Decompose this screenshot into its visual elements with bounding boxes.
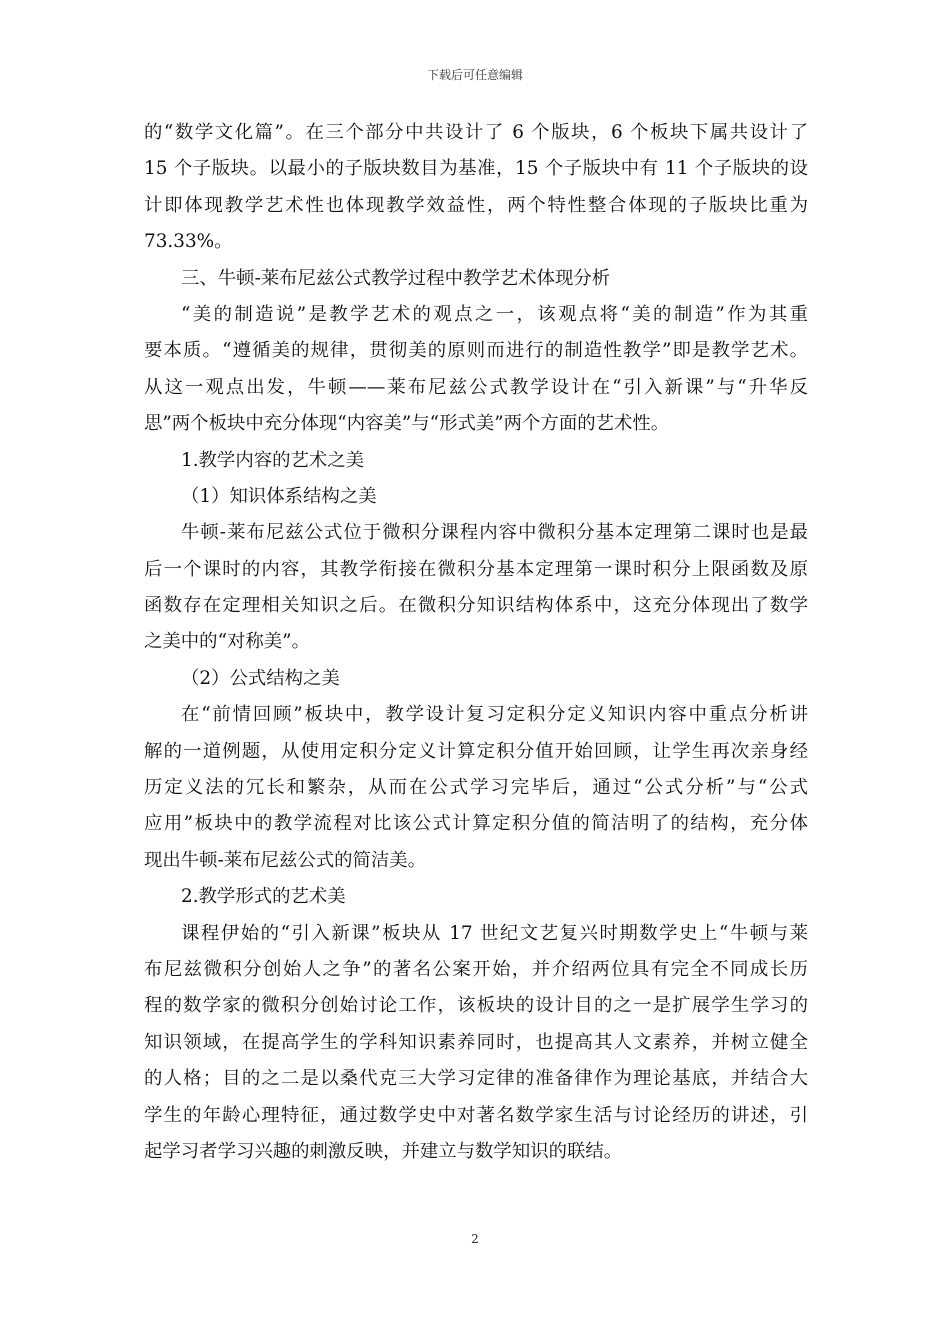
text-line: 应用”板块中的教学流程对比该公式计算定积分值的简洁明了的结构，充分体 <box>144 813 808 835</box>
text-line: 的人格；目的之二是以桑代克三大学习定律的准备律作为理论基底，并结合大 <box>144 1068 808 1090</box>
text-line: 课程伊始的“引入新课”板块从 17 世纪文艺复兴时期数学史上“牛顿与莱 <box>181 922 808 944</box>
text-line: 在“前情回顾”板块中，教学设计复习定积分定义知识内容中重点分析讲 <box>181 704 808 726</box>
text-line: 解的一道例题，从使用定积分定义计算定积分值开始回顾，让学生再次亲身经 <box>144 740 808 762</box>
text-line: 计即体现教学艺术性也体现教学效益性，两个特性整合体现的子版块比重为 <box>144 194 808 216</box>
text-line: 后一个课时的内容，其教学衔接在微积分基本定理第一课时积分上限函数及原 <box>144 558 808 580</box>
text-line: （1）知识体系结构之美 <box>181 485 377 507</box>
text-line: 要本质。“遵循美的规律，贯彻美的原则而进行的制造性教学”即是教学艺术。 <box>144 340 808 362</box>
text-line: 起学习者学习兴趣的刺激反映，并建立与数学知识的联结。 <box>144 1140 623 1162</box>
text-line: 知识领域，在提高学生的学科知识素养同时，也提高其人文素养，并树立健全 <box>144 1031 808 1053</box>
text-line: 1.教学内容的艺术之美 <box>181 449 365 471</box>
text-line: 思”两个板块中充分体现“内容美”与“形式美”两个方面的艺术性。 <box>144 413 670 435</box>
text-line: 15 个子版块。以最小的子版块数目为基准，15 个子版块中有 11 个子版块的设 <box>144 158 808 180</box>
text-line: 学生的年龄心理特征，通过数学史中对著名数学家生活与讨论经历的讲述，引 <box>144 1104 808 1126</box>
text-line: 从这一观点出发，牛顿——莱布尼兹公式教学设计在“引入新课”与“升华反 <box>144 376 808 398</box>
text-line: 三、牛顿-莱布尼兹公式教学过程中教学艺术体现分析 <box>181 267 611 289</box>
document-body <box>144 115 808 1170</box>
text-line: 73.33%。 <box>144 231 233 253</box>
text-line: 之美中的“对称美”。 <box>144 631 310 653</box>
text-line: “美的制造说”是教学艺术的观点之一，该观点将“美的制造”作为其重 <box>181 303 808 325</box>
text-line: （2）公式结构之美 <box>181 667 340 689</box>
page-header: 下载后可任意编辑 <box>426 68 523 82</box>
text-line: 2.教学形式的艺术美 <box>181 886 346 908</box>
text-line: 现出牛顿-莱布尼兹公式的简洁美。 <box>144 849 427 871</box>
text-line: 程的数学家的微积分创始讨论工作，该板块的设计目的之一是扩展学生学习的 <box>144 995 808 1017</box>
text-line: 历定义法的冗长和繁杂，从而在公式学习完毕后，通过“公式分析”与“公式 <box>144 777 808 799</box>
page-number: 2 <box>471 1232 479 1246</box>
text-line: 函数存在定理相关知识之后。在微积分知识结构体系中，这充分体现出了数学 <box>144 595 808 617</box>
text-line: 的“数学文化篇”。在三个部分中共设计了 6 个版块，6 个板块下属共设计了 <box>144 122 808 143</box>
text-line: 牛顿-莱布尼兹公式位于微积分课程内容中微积分基本定理第二课时也是最 <box>181 522 808 544</box>
text-line: 布尼兹微积分创始人之争”的著名公案开始，并介绍两位具有完全不同成长历 <box>144 958 808 980</box>
